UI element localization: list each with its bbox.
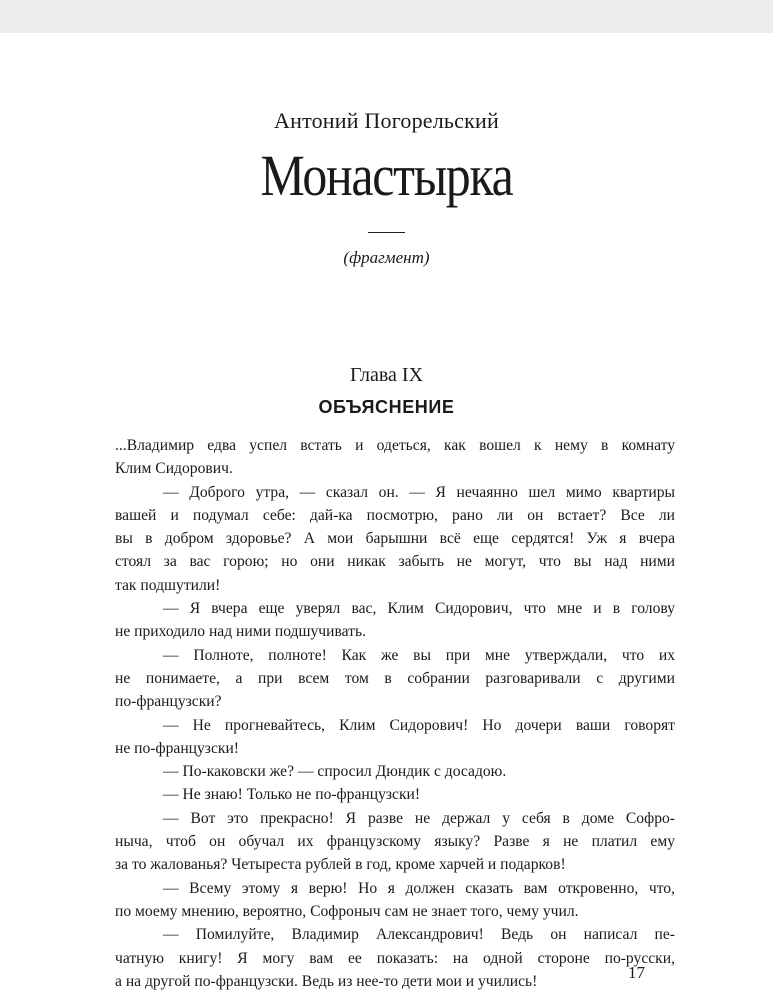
title-divider (368, 232, 405, 233)
page-number: 17 (628, 963, 645, 982)
text-line: по-французски? (115, 693, 222, 711)
text-line: по моему мнению, вероятно, Софроныч сам не знает того, чему учил. (115, 902, 579, 920)
text-line: не приходило над ними подшучивать. (115, 623, 366, 641)
text-line: — Я вчера еще уверял вас, Клим Сидорович, что мне и в голову (163, 600, 675, 618)
book-title: Монастырка (260, 143, 513, 208)
chapter-number: Глава IX (349, 364, 424, 386)
text-line: чатную книгу! Я могу вам ее показать: на одной стороне по-русски, (115, 949, 675, 967)
text-line: — Полноте, полноте! Как же вы при мне утверждали, что их (163, 646, 675, 664)
text-line: ныча, чтоб он обучал их французскому языку? Разве я не платил ему (115, 833, 675, 851)
text-line: ...Владимир едва успел встать и одеться, как вошел к нему в комнату (115, 437, 675, 454)
text-line: стоял за вас горою; но они никак забыть не могут, что вы над ними (115, 553, 675, 571)
text-line: не по-французски! (115, 739, 240, 757)
chapter-text (115, 434, 675, 993)
text-line: вашей и подумал себе: дай-ка посмотрю, рано ли он встает? Все ли (115, 506, 675, 524)
text-line: — Не прогневайтесь, Клим Сидорович! Но дочери ваши говорят (163, 716, 675, 734)
text-line: за то жалованья? Четыреста рублей в год, кроме харчей и подарков! (115, 856, 566, 874)
text-line: не понимаете, а при всем том в собрании разговаривали с другими (115, 669, 675, 687)
text-line: так подшутили! (115, 576, 221, 594)
viewer-top-bar (0, 0, 773, 33)
text-line: Клим Сидорович. (115, 460, 233, 478)
text-line: — Помилуйте, Владимир Александрович! Ведь он написал пе- (163, 926, 675, 944)
text-line: — Вот это прекрасно! Я разве не держал у себя в доме Софро- (163, 809, 675, 827)
text-line: а на другой по-французски. Ведь из нее-то дети мои и учились! (115, 972, 538, 990)
chapter-heading: ОБЪЯСНЕНИЕ (318, 397, 455, 417)
text-line: — Не знаю! Только не по-французски! (163, 786, 421, 804)
author-name: Антоний Погорельский (274, 108, 499, 133)
text-line: вы в добром здоровье? А мои барышни всё еще сердятся! Уж я вчера (115, 530, 675, 548)
fragment-note: (фрагмент) (343, 248, 430, 267)
text-line: — Всему этому я верю! Но я должен сказать вам откровенно, что, (163, 879, 675, 897)
text-line: — По-каковски же? — спросил Дюндик с досадою. (163, 763, 507, 781)
text-line: — Доброго утра, — сказал он. — Я нечаянно шел мимо квартиры (163, 483, 675, 501)
